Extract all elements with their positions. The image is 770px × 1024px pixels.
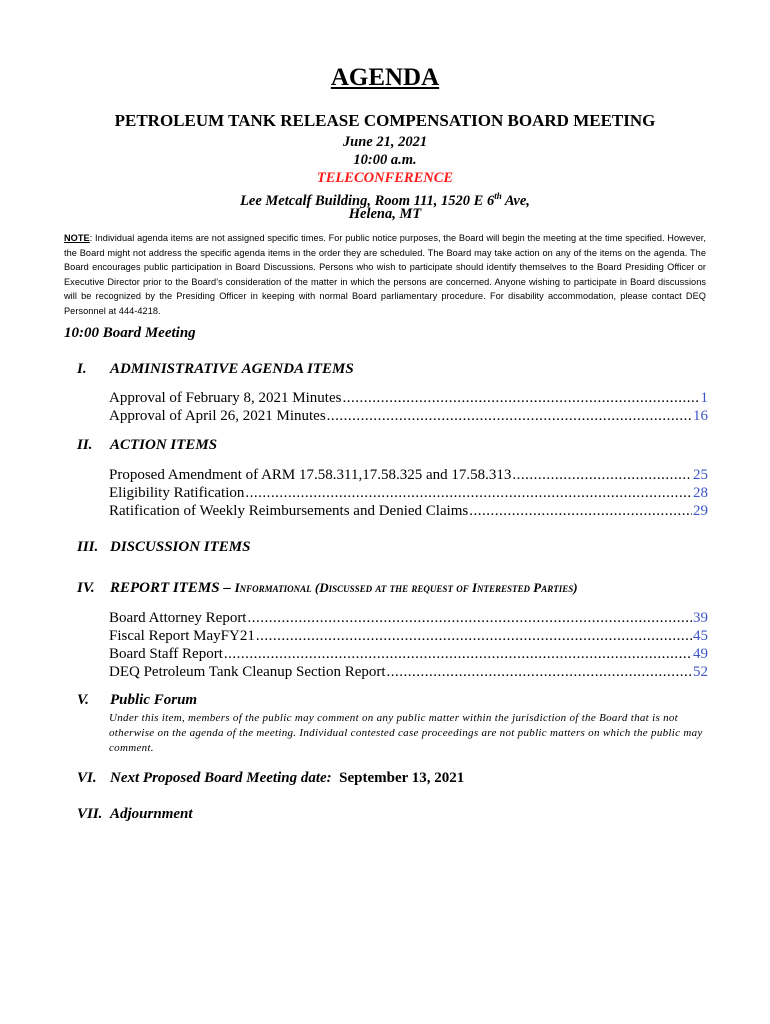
section-number: VI. <box>77 770 97 786</box>
page-link[interactable]: 39 <box>693 610 708 626</box>
agenda-item <box>109 389 708 407</box>
meeting-city: Helena, MT <box>348 206 422 222</box>
item-label: Ratification of Weekly Reimbursements and Denied Claims <box>109 503 469 519</box>
page-title: AGENDA <box>330 64 440 91</box>
location-superscript: th <box>494 191 502 201</box>
dot-leader <box>512 466 692 484</box>
meeting-time: 10:00 a.m. <box>353 152 417 168</box>
item-label: DEQ Petroleum Tank Cleanup Section Report <box>109 664 386 680</box>
location-text: Lee Metcalf Building, Room 111, 1520 E 6 <box>240 192 495 209</box>
agenda-item <box>109 484 708 502</box>
agenda-item <box>109 609 708 627</box>
meeting-mode: TELECONFERENCE <box>316 170 454 186</box>
section-number: I. <box>77 361 87 377</box>
item-label: Board Attorney Report <box>109 610 247 626</box>
section-title <box>110 770 464 787</box>
meeting-heading: 10:00 Board Meeting <box>64 325 196 341</box>
page-link[interactable]: 1 <box>700 390 708 406</box>
report-title: REPORT ITEMS – <box>110 580 235 596</box>
note-text: : Individual agenda items are not assigned specific times. For public notice purposes, the Board will begin the meeting at the time specified. However, the Board might not address the specific agenda items in the order they are scheduled. The Board may take action on any of the items on the agenda. The Board encourages public participation in Board Discussions. Persons who wish to participate should identify themselves to the Board Presiding Officer or Executive Director prior to the Board’s consideration of the matter in which the persons are concerned. Anyone wishing to participate in Board discussions will be recognized by the Presiding Officer in keeping with normal Board parliamentary procedure. For disability accommodation, please contact DEQ Personnel at 444-4218. <box>64 233 706 316</box>
section-title: Public Forum <box>110 692 198 708</box>
section-number: III. <box>77 539 99 555</box>
agenda-item <box>109 502 708 520</box>
item-label: Fiscal Report MayFY21 <box>109 628 255 644</box>
agenda-note <box>64 231 706 318</box>
dot-leader <box>469 502 692 520</box>
dot-leader <box>256 627 692 645</box>
report-subtitle: Informational (Discussed at the request of Interested Parties) <box>234 580 578 595</box>
item-label: Proposed Amendment of ARM 17.58.311,17.58.325 and 17.58.313 <box>109 467 512 483</box>
section-title: DISCUSSION ITEMS <box>110 539 251 555</box>
page-link[interactable]: 28 <box>693 485 708 501</box>
section-number: V. <box>77 692 89 708</box>
section-title: ADMINISTRATIVE AGENDA ITEMS <box>110 361 354 377</box>
item-label: Approval of April 26, 2021 Minutes <box>109 408 326 424</box>
section-title: Adjournment <box>110 806 193 822</box>
page-link[interactable]: 29 <box>693 503 708 519</box>
page-link[interactable]: 52 <box>693 664 708 680</box>
meeting-subtitle: PETROLEUM TANK RELEASE COMPENSATION BOARD MEETING <box>114 111 656 130</box>
section-title <box>110 580 578 597</box>
page-link[interactable]: 49 <box>693 646 708 662</box>
note-label: NOTE <box>64 233 90 243</box>
meeting-date: June 21, 2021 <box>342 134 428 150</box>
page-link[interactable]: 45 <box>693 628 708 644</box>
next-meeting-label: Next Proposed Board Meeting date: <box>110 770 332 786</box>
item-label: Board Staff Report <box>109 646 223 662</box>
forum-description: Under this item, members of the public may comment on any public matter within the jurisdiction of the Board that is not otherwise on the agenda of the meeting. Individual contested case proceedings are not public matters on which the public may comment. <box>109 712 703 754</box>
item-label: Eligibility Ratification <box>109 485 245 501</box>
item-label: Approval of February 8, 2021 Minutes <box>109 390 342 406</box>
agenda-item <box>109 627 708 645</box>
page-link[interactable]: 25 <box>693 467 708 483</box>
section-number: IV. <box>77 580 95 596</box>
agenda-item <box>109 663 708 681</box>
dot-leader <box>342 389 699 407</box>
dot-leader <box>387 663 692 681</box>
location-text-end: Ave, <box>501 192 530 209</box>
section-number: VII. <box>77 806 103 822</box>
agenda-item <box>109 466 708 484</box>
dot-leader <box>245 484 692 502</box>
dot-leader <box>224 645 692 663</box>
section-title: ACTION ITEMS <box>110 437 218 453</box>
next-meeting-date: September 13, 2021 <box>339 770 465 786</box>
dot-leader <box>247 609 692 627</box>
page-link[interactable]: 16 <box>693 408 708 424</box>
agenda-item <box>109 645 708 663</box>
dot-leader <box>327 407 692 425</box>
agenda-item <box>109 407 708 425</box>
section-number: II. <box>77 437 93 453</box>
